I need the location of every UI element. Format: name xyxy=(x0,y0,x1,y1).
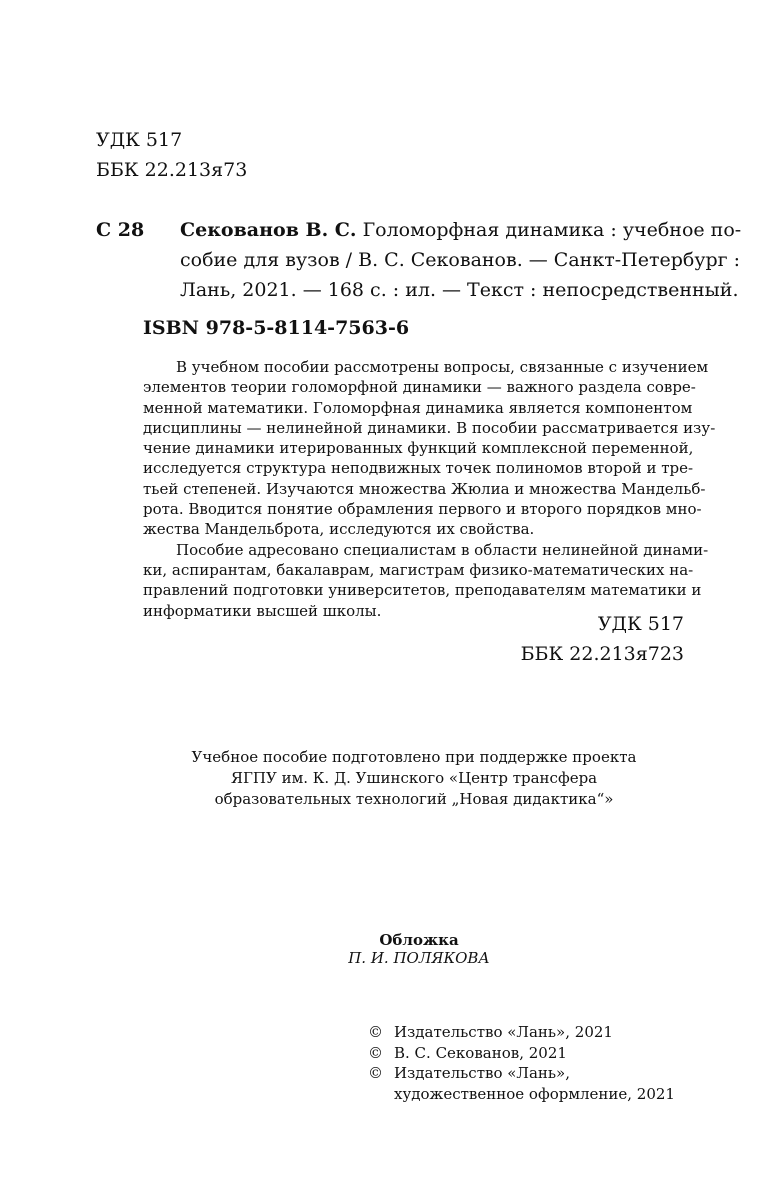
udk-code-top: УДК 517 xyxy=(96,129,183,151)
copyright-continuation: художественное оформление, 2021 xyxy=(394,1084,675,1103)
annotation-line: дисциплины — нелинейной динамики. В пособии рассматривается изу- xyxy=(143,418,716,437)
annotation-line: чение динамики итерированных функций комплексной переменной, xyxy=(143,439,694,458)
annotation-line: В учебном пособии рассмотрены вопросы, связанные с изучением xyxy=(176,358,709,376)
annotation-line: жества Мандельброта, исследуются их свойства. xyxy=(143,520,535,539)
copyright-text: В. С. Секованов, 2021 xyxy=(394,1043,567,1062)
isbn: ISBN 978-5-8114-7563-6 xyxy=(143,317,410,339)
annotation-line: рота. Вводится понятие обрамления первого и второго порядков мно- xyxy=(143,500,702,519)
biblio-line-2: собие для вузов / В. С. Секованов. — Санкт-Петербург : xyxy=(180,249,741,271)
support-line: образовательных технологий „Новая дидактика“» xyxy=(214,790,614,808)
support-line: Учебное пособие подготовлено при поддержке проекта xyxy=(191,748,637,766)
copyright-symbol: © xyxy=(368,1064,383,1082)
author-name: Секованов В. С. xyxy=(180,219,357,241)
annotation-line: исследуется структура неподвижных точек полиномов второй и тре- xyxy=(143,459,694,478)
biblio-line-3: Лань, 2021. — 168 с. : ил. — Текст : непосредственный. xyxy=(180,279,739,301)
bbk-code-bottom: ББК 22.213я723 xyxy=(520,643,684,665)
annotation-line: элементов теории голоморфной динамики — важного раздела совре- xyxy=(143,378,696,397)
annotation-line: менной математики. Голоморфная динамика является компонентом xyxy=(143,398,693,417)
annotation xyxy=(143,357,716,621)
cover-designer: П. И. ПОЛЯКОВА xyxy=(348,949,490,967)
annotation-line: тьей степеней. Изучаются множества Жюлиа и множества Мандельб- xyxy=(143,479,706,498)
copyright-symbol: © xyxy=(368,1043,383,1062)
biblio-title: Голоморфная динамика : учебное по- xyxy=(356,219,742,241)
support-line: ЯГПУ им. К. Д. Ушинского «Центр трансфера xyxy=(230,769,598,787)
annotation-line: правлений подготовки университетов, преподавателям математики и xyxy=(143,581,702,600)
bibliographic-record xyxy=(180,215,742,305)
copyright-text: Издательство «Лань», 2021 xyxy=(394,1023,613,1041)
bbk-code-top: ББК 22.213я73 xyxy=(96,159,248,181)
support-note xyxy=(0,747,768,810)
copyright-entry xyxy=(368,1043,675,1064)
annotation-line: информатики высшей школы. xyxy=(143,601,382,620)
copyright-symbol: © xyxy=(368,1023,383,1041)
cover-label: Обложка xyxy=(379,931,459,949)
annotation-line: Пособие адресовано специалистам в области нелинейной динами- xyxy=(176,540,709,559)
annotation-line: ки, аспирантам, бакалаврам, магистрам физико-математических на- xyxy=(143,560,694,579)
copyright-entry xyxy=(368,1022,675,1043)
copyright-text: Издательство «Лань», xyxy=(394,1064,571,1082)
biblio-line-1 xyxy=(180,215,742,245)
catalog-code: С 28 xyxy=(96,219,145,241)
copyright-block xyxy=(368,1022,675,1104)
udk-code-bottom: УДК 517 xyxy=(597,613,684,635)
copyright-entry xyxy=(368,1063,675,1084)
